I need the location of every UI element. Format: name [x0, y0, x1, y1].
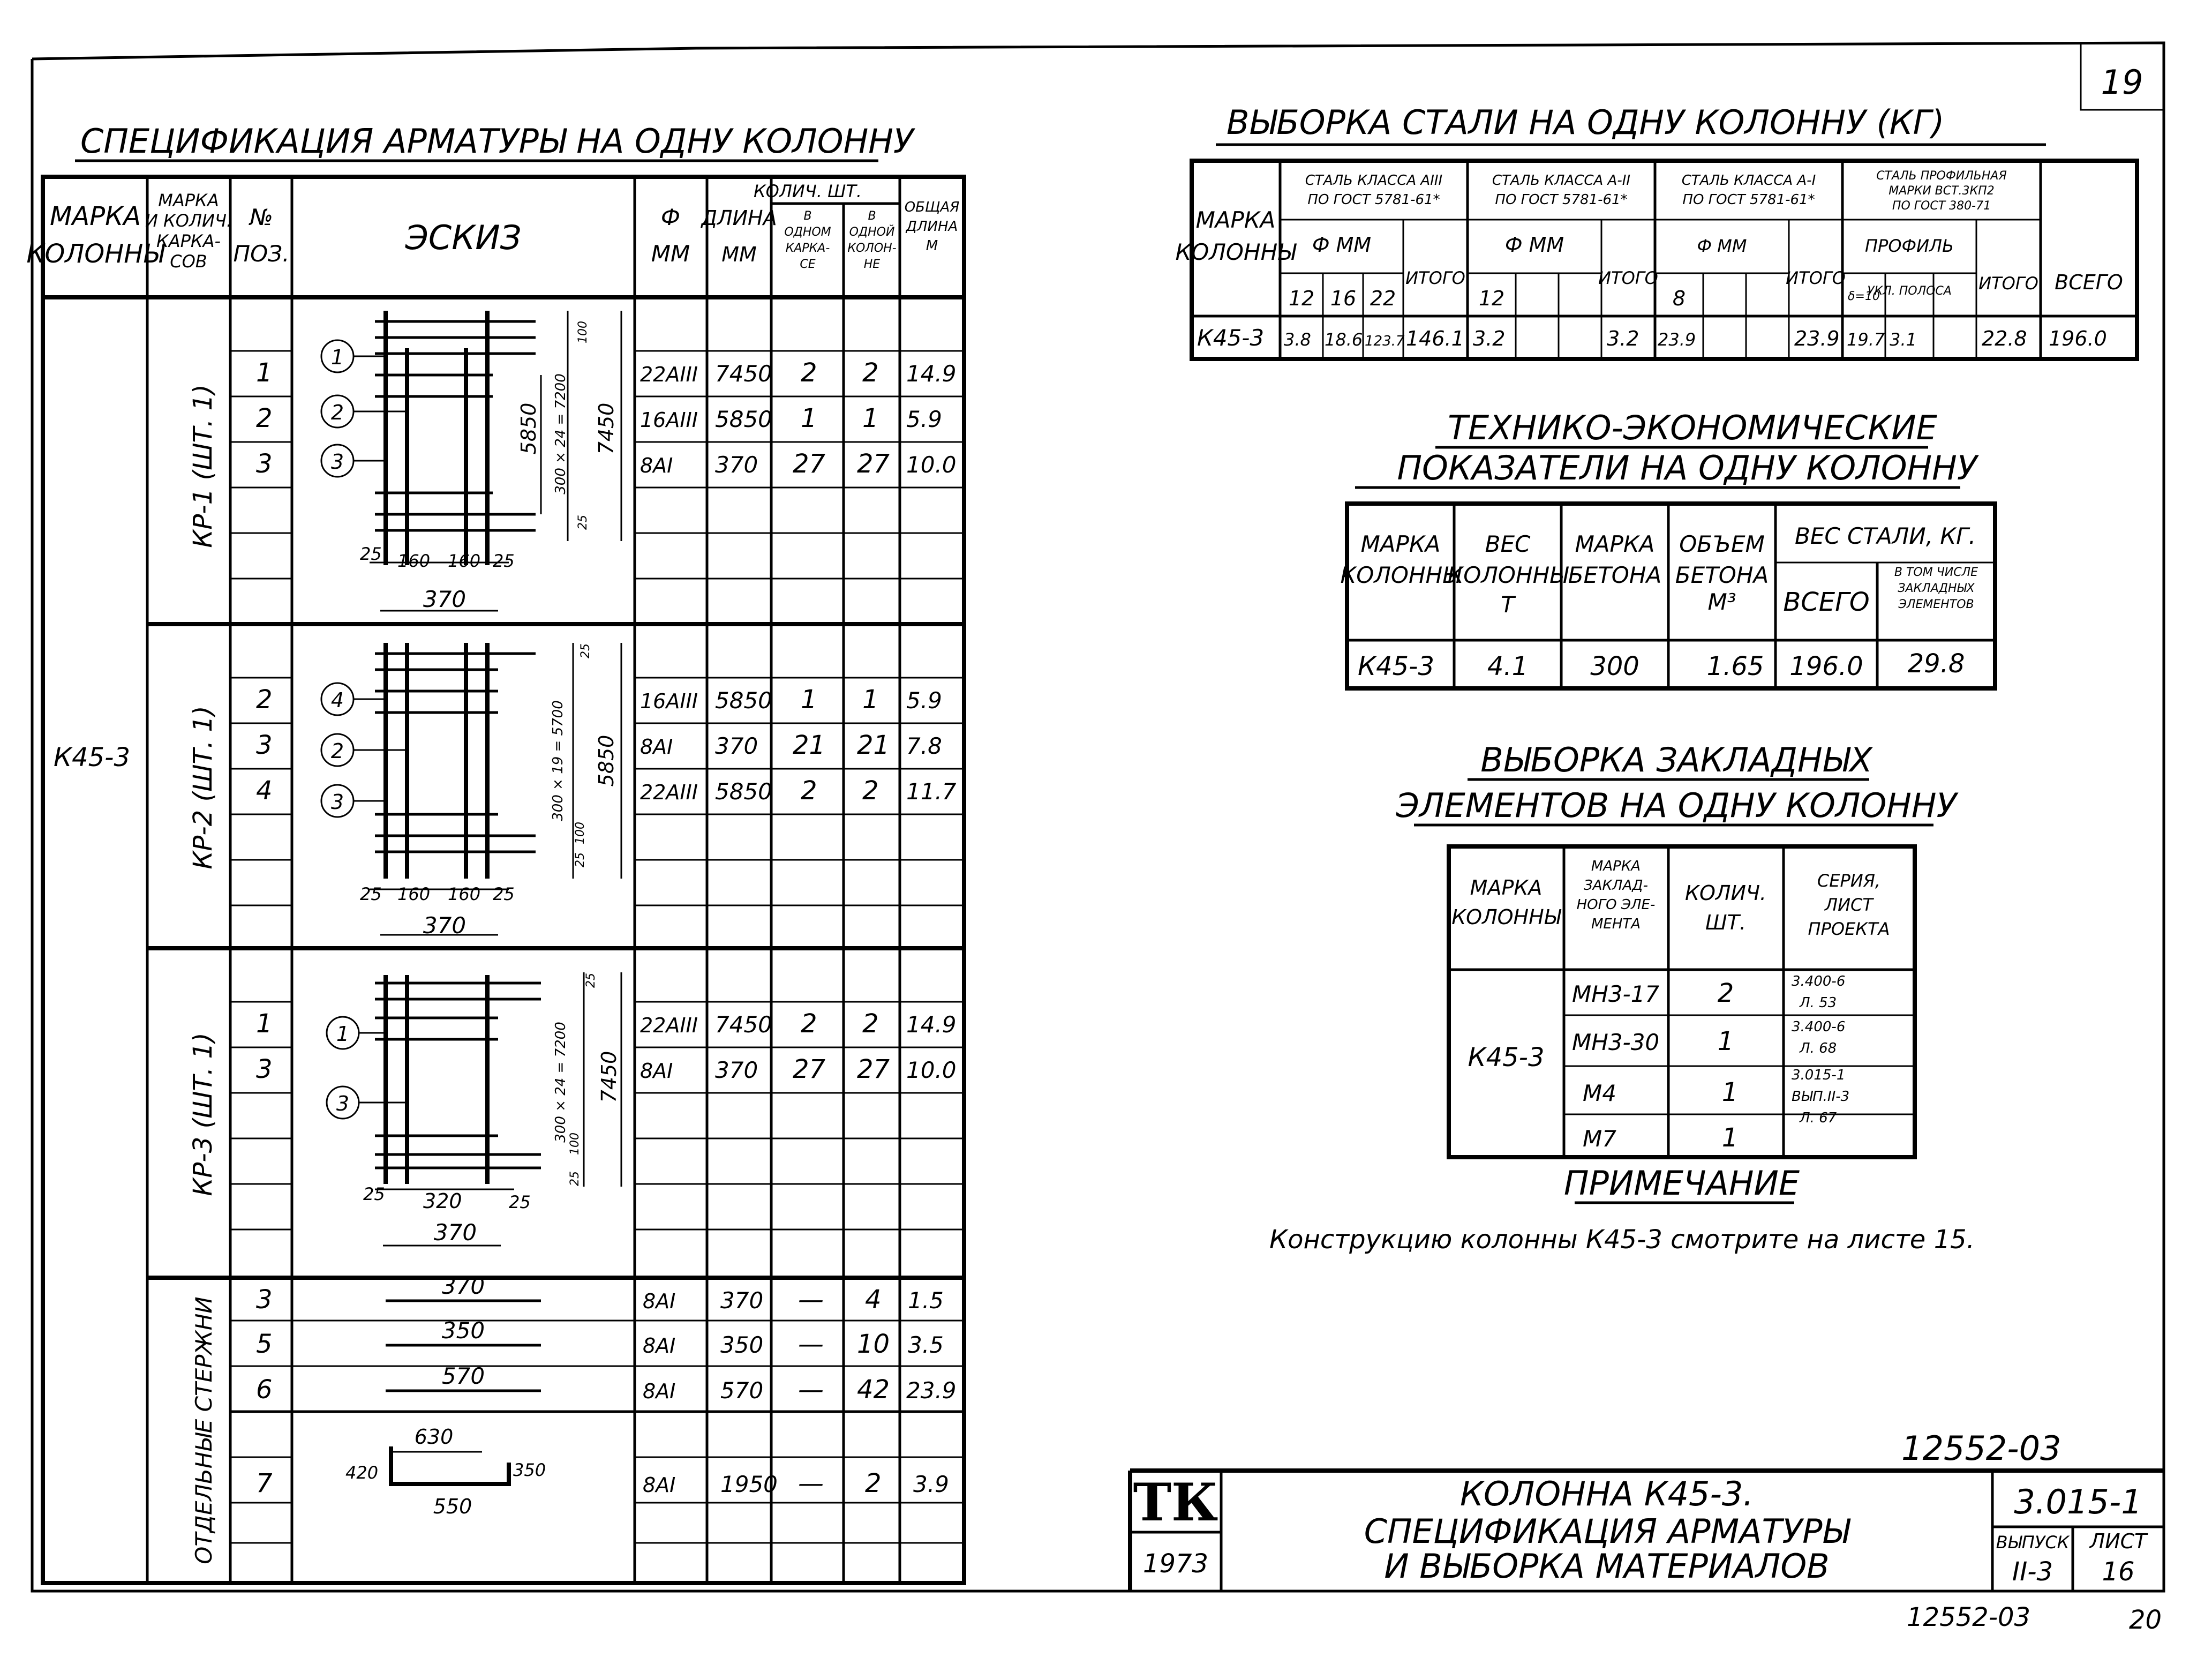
emb-title-2: ЭЛЕМЕНТОВ НА ОДНУ КОЛОННУ	[1396, 786, 1957, 825]
svg-text:5.9: 5.9	[906, 687, 942, 714]
svg-text:21: 21	[857, 730, 890, 760]
svg-text:25: 25	[584, 973, 598, 988]
svg-text:18.6: 18.6	[1325, 329, 1363, 350]
svg-text:300: 300	[1590, 651, 1639, 681]
tt-h-incl: В ТОМ ЧИСЛЕ ЗАКЛАДНЫХ ЭЛЕМЕНТОВ	[1894, 566, 1978, 611]
svg-text:6: 6	[256, 1375, 273, 1405]
et-h-mark: МАРКА КОЛОННЫ	[1451, 876, 1561, 929]
table-row	[256, 358, 957, 388]
table-row	[1358, 649, 1965, 681]
svg-text:25: 25	[493, 551, 515, 571]
svg-text:27: 27	[793, 1054, 826, 1084]
svg-text:23.9: 23.9	[1658, 329, 1696, 350]
svg-text:5850: 5850	[715, 687, 772, 714]
svg-text:160: 160	[397, 551, 431, 571]
svg-text:350: 350	[720, 1332, 764, 1358]
svg-text:2: 2	[801, 358, 817, 388]
svg-text:1: 1	[801, 685, 817, 715]
svg-text:300 × 19 = 5700: 300 × 19 = 5700	[550, 700, 566, 821]
tt-h-concrete: МАРКА БЕТОНА	[1568, 531, 1662, 588]
svg-text:2: 2	[330, 739, 344, 763]
svg-text:ПРОФИЛЬ: ПРОФИЛЬ	[1864, 236, 1954, 256]
h-qty-cage: В ОДНОМ КАРКА-СЕ	[784, 209, 831, 271]
svg-text:14.9: 14.9	[906, 361, 957, 387]
svg-text:370: 370	[720, 1287, 764, 1314]
steel-table-title: ВЫБОРКА СТАЛИ НА ОДНУ КОЛОННУ (КГ)	[1227, 103, 1945, 142]
svg-text:550: 550	[433, 1495, 472, 1518]
svg-text:3.400-6: 3.400-6	[1792, 973, 1846, 989]
tech-econ-table	[1340, 408, 1995, 688]
svg-text:1: 1	[801, 403, 817, 433]
note-block	[1269, 1164, 1975, 1255]
svg-text:320: 320	[423, 1189, 462, 1213]
table-row	[256, 1363, 957, 1405]
h-total-length: ОБЩАЯ ДЛИНА М	[904, 199, 960, 254]
issue-number: II-3	[2012, 1557, 2053, 1587]
tech-title-2: ПОКАЗАТЕЛИ НА ОДНУ КОЛОННУ	[1397, 448, 1977, 488]
svg-text:Ф ММ: Ф ММ	[1504, 233, 1564, 257]
svg-text:25: 25	[576, 515, 590, 530]
svg-text:1: 1	[1721, 1077, 1739, 1107]
svg-text:Л. 68: Л. 68	[1800, 1040, 1837, 1056]
svg-text:350: 350	[513, 1460, 546, 1480]
svg-text:4.1: 4.1	[1487, 651, 1529, 681]
rebar-spec-table	[26, 122, 964, 1583]
svg-text:12: 12	[1478, 287, 1505, 310]
svg-text:М4: М4	[1583, 1080, 1616, 1106]
note-title: ПРИМЕЧАНИЕ	[1563, 1164, 1800, 1203]
svg-text:370: 370	[715, 733, 758, 759]
svg-text:25: 25	[493, 884, 515, 904]
et-h-series: СЕРИЯ, ЛИСТ ПРОЕКТА	[1808, 871, 1890, 939]
drawing-name-3: И ВЫБОРКА МАТЕРИАЛОВ	[1384, 1547, 1830, 1586]
svg-text:8: 8	[1672, 287, 1686, 310]
group-label-kr2: КР-2 (ШТ. 1)	[188, 706, 218, 869]
svg-text:300 × 24 = 7200: 300 × 24 = 7200	[553, 1022, 569, 1143]
sketch-cage-kr1	[321, 311, 621, 612]
emb-column-mark: К45-3	[1468, 1043, 1545, 1073]
h-cage-mark: МАРКА И КОЛИЧ. КАРКА-СОВ	[145, 190, 232, 272]
svg-text:5.9: 5.9	[906, 406, 942, 432]
svg-text:570: 570	[441, 1363, 485, 1389]
svg-text:8AI: 8AI	[643, 1473, 676, 1497]
sheet-number-16: 16	[2102, 1557, 2135, 1587]
svg-text:370: 370	[423, 912, 467, 939]
svg-text:1950: 1950	[720, 1471, 778, 1497]
svg-text:7450: 7450	[715, 1011, 772, 1038]
svg-text:ИТОГО: ИТОГО	[1405, 268, 1465, 288]
svg-text:8AI: 8AI	[640, 454, 673, 477]
et-h-qty: КОЛИЧ. ШТ.	[1684, 881, 1767, 934]
st-h-a3: СТАЛЬ КЛАССА AIII ПО ГОСТ 5781-61*	[1305, 173, 1443, 208]
svg-text:М7: М7	[1583, 1126, 1616, 1152]
svg-text:25: 25	[363, 1184, 385, 1204]
svg-text:7450: 7450	[597, 1051, 621, 1103]
drawing-name-1: КОЛОННА К45-3.	[1459, 1474, 1754, 1513]
svg-text:630: 630	[414, 1425, 454, 1449]
svg-text:160: 160	[397, 884, 431, 904]
svg-text:123.7: 123.7	[1365, 333, 1405, 349]
svg-text:146.1: 146.1	[1406, 327, 1464, 350]
svg-text:3.8: 3.8	[1284, 329, 1311, 350]
sketch-u-bar	[345, 1425, 546, 1518]
svg-text:160: 160	[448, 551, 481, 571]
svg-text:4: 4	[330, 688, 344, 712]
svg-text:12: 12	[1288, 287, 1315, 310]
svg-text:3.400-6: 3.400-6	[1792, 1019, 1846, 1035]
svg-text:11.7: 11.7	[906, 778, 957, 805]
svg-text:2: 2	[862, 358, 879, 388]
svg-text:ВЫП.II-3: ВЫП.II-3	[1792, 1089, 1850, 1105]
svg-text:1: 1	[862, 403, 879, 433]
svg-text:8AI: 8AI	[643, 1334, 676, 1358]
svg-text:23.9: 23.9	[906, 1377, 957, 1404]
h-diameter: Ф ММ	[651, 204, 690, 267]
h-sketch: ЭСКИЗ	[405, 218, 522, 257]
svg-text:К45-3: К45-3	[1358, 651, 1435, 681]
h-qty-column: В ОДНОЙ КОЛОН-НЕ	[847, 209, 897, 271]
svg-text:16AIII: 16AIII	[640, 689, 698, 713]
svg-text:ВСЕГО: ВСЕГО	[2055, 271, 2123, 294]
svg-text:420: 420	[345, 1463, 379, 1483]
svg-text:5850: 5850	[517, 402, 540, 455]
svg-text:5850: 5850	[715, 778, 772, 805]
series-number: 3.015-1	[2014, 1482, 2142, 1521]
sketch-cage-kr2	[321, 643, 621, 939]
svg-text:ИТОГО: ИТОГО	[1598, 268, 1658, 288]
svg-text:2: 2	[801, 776, 817, 806]
svg-text:25: 25	[579, 643, 592, 658]
svg-text:570: 570	[720, 1377, 764, 1404]
svg-text:1.65: 1.65	[1706, 651, 1764, 681]
h-qty: КОЛИЧ. ШТ.	[753, 181, 862, 201]
svg-text:1.5: 1.5	[908, 1287, 944, 1314]
svg-text:22: 22	[1370, 287, 1396, 310]
note-text: Конструкцию колонны К45-3 смотрите на листе 15.	[1269, 1225, 1975, 1255]
svg-text:3: 3	[256, 1285, 273, 1315]
svg-text:2: 2	[256, 403, 273, 433]
svg-text:3.5: 3.5	[908, 1332, 944, 1358]
svg-text:2: 2	[862, 1009, 879, 1039]
svg-text:8AI: 8AI	[640, 1059, 673, 1083]
st-h-mark: МАРКА КОЛОННЫ	[1175, 207, 1296, 265]
svg-text:3: 3	[256, 730, 273, 760]
svg-text:3.2: 3.2	[1473, 327, 1506, 350]
svg-text:1: 1	[1717, 1026, 1734, 1056]
group-label-kr1: КР-1 (ШТ. 1)	[188, 384, 218, 548]
svg-text:8AI: 8AI	[643, 1379, 676, 1403]
svg-text:25: 25	[568, 1171, 582, 1186]
svg-text:27: 27	[857, 449, 890, 479]
svg-text:25: 25	[574, 852, 587, 867]
svg-text:2: 2	[862, 776, 879, 806]
svg-text:3: 3	[256, 1054, 273, 1084]
svg-text:3: 3	[330, 450, 344, 474]
steel-selection-table	[1175, 103, 2137, 359]
st-h-a1: СТАЛЬ КЛАССА A-I ПО ГОСТ 5781-61*	[1681, 173, 1816, 208]
h-pos: № ПОЗ.	[233, 204, 290, 267]
svg-text:1: 1	[862, 685, 879, 715]
tk-logo: ТК	[1133, 1472, 1218, 1533]
svg-text:ЛИСТ: ЛИСТ	[2089, 1529, 2147, 1553]
sketch-cage-kr3	[327, 972, 621, 1246]
svg-text:4: 4	[256, 776, 273, 806]
svg-text:16AIII: 16AIII	[640, 408, 698, 432]
archive-number-bottom: 12552-03	[1907, 1602, 2031, 1632]
svg-text:2: 2	[330, 401, 344, 424]
rebar-spec-title: СПЕЦИФИКАЦИЯ АРМАТУРЫ НА ОДНУ КОЛОННУ	[80, 122, 914, 161]
svg-text:3: 3	[330, 790, 344, 814]
svg-text:2: 2	[801, 1009, 817, 1039]
tt-h-weight: ВЕС КОЛОННЫ Т	[1447, 531, 1568, 618]
svg-text:8AI: 8AI	[640, 735, 673, 759]
table-row	[1583, 1067, 1849, 1107]
svg-text:3: 3	[256, 449, 273, 479]
svg-text:5850: 5850	[595, 734, 618, 787]
svg-text:1: 1	[256, 358, 273, 388]
svg-text:160: 160	[448, 884, 481, 904]
h-length: ДЛИНА ММ	[701, 206, 777, 266]
svg-text:δ=10: δ=10	[1848, 290, 1880, 303]
svg-text:16: 16	[1330, 287, 1357, 310]
tt-h-mark: МАРКА КОЛОННЫ	[1340, 531, 1461, 588]
svg-text:7.8: 7.8	[906, 733, 942, 759]
svg-text:Л. 67: Л. 67	[1800, 1110, 1837, 1126]
svg-text:1: 1	[330, 346, 344, 369]
svg-text:29.8: 29.8	[1907, 649, 1965, 679]
svg-text:1: 1	[1721, 1123, 1739, 1153]
table-row	[1583, 1110, 1837, 1153]
group-label-separate-bars: ОТДЕЛЬНЫЕ СТЕРЖНИ	[191, 1296, 217, 1564]
svg-text:МН3-17: МН3-17	[1572, 981, 1660, 1007]
svg-text:196.0: 196.0	[2049, 327, 2107, 350]
emb-title-1: ВЫБОРКА ЗАКЛАДНЫХ	[1480, 740, 1872, 779]
st-h-a2: СТАЛЬ КЛАССА A-II ПО ГОСТ 5781-61*	[1492, 173, 1631, 208]
svg-text:3.015-1: 3.015-1	[1792, 1067, 1846, 1083]
svg-text:3.1: 3.1	[1890, 329, 1917, 350]
svg-text:2: 2	[1717, 978, 1734, 1008]
svg-text:19.7: 19.7	[1847, 329, 1885, 350]
svg-text:370: 370	[715, 1057, 758, 1083]
year: 1973	[1142, 1549, 1209, 1579]
svg-text:23.9: 23.9	[1794, 327, 1840, 350]
svg-text:14.9: 14.9	[906, 1011, 957, 1038]
svg-text:—: —	[798, 1375, 824, 1405]
svg-text:21: 21	[793, 730, 826, 760]
st-h-profile-steel: СТАЛЬ ПРОФИЛЬНАЯ МАРКИ ВСТ.3КП2 ПО ГОСТ 380-71	[1876, 169, 2007, 213]
svg-text:Л. 53: Л. 53	[1800, 995, 1837, 1011]
svg-text:ИТОГО: ИТОГО	[1978, 273, 2038, 294]
tech-title-1: ТЕХНИКО-ЭКОНОМИЧЕСКИЕ	[1448, 408, 1937, 447]
svg-text:—: —	[798, 1468, 824, 1498]
table-row	[1197, 325, 2107, 351]
svg-text:25: 25	[509, 1192, 531, 1212]
tt-h-volume: ОБЪЕМ БЕТОНА М³	[1675, 531, 1769, 615]
svg-text:5: 5	[256, 1329, 273, 1359]
archive-number-top: 12552-03	[1901, 1429, 2061, 1468]
svg-text:Ф ММ: Ф ММ	[1697, 236, 1747, 256]
svg-text:27: 27	[857, 1054, 890, 1084]
svg-text:ВЫПУСК: ВЫПУСК	[1996, 1532, 2070, 1553]
svg-text:370: 370	[423, 586, 467, 612]
table-row	[1572, 973, 1845, 1011]
svg-text:196.0: 196.0	[1789, 651, 1863, 681]
svg-text:Ф ММ: Ф ММ	[1312, 233, 1372, 257]
svg-text:25: 25	[360, 884, 382, 904]
tt-h-steel: ВЕС СТАЛИ, КГ.	[1794, 523, 1976, 549]
svg-text:ВСЕГО: ВСЕГО	[1783, 587, 1870, 617]
table-row	[1572, 1019, 1845, 1056]
table-row	[256, 1317, 944, 1359]
svg-text:350: 350	[441, 1317, 485, 1344]
drawing-name-2: СПЕЦИФИКАЦИЯ АРМАТУРЫ	[1364, 1512, 1850, 1551]
svg-text:3: 3	[336, 1092, 350, 1115]
svg-text:25: 25	[360, 544, 382, 564]
svg-text:27: 27	[793, 449, 826, 479]
embedded-elements-table	[1396, 740, 1959, 1157]
svg-text:7450: 7450	[715, 361, 772, 387]
svg-text:300 × 24 = 7200: 300 × 24 = 7200	[553, 373, 569, 494]
svg-text:7450: 7450	[595, 402, 618, 455]
svg-text:370: 370	[715, 452, 758, 478]
svg-text:10.0: 10.0	[906, 452, 957, 478]
svg-text:5850: 5850	[715, 406, 772, 432]
svg-text:—: —	[798, 1285, 824, 1315]
svg-text:42: 42	[857, 1375, 890, 1405]
column-mark-k45-3: К45-3	[54, 743, 131, 773]
svg-text:7: 7	[256, 1468, 273, 1498]
svg-text:4: 4	[865, 1285, 882, 1315]
svg-text:22AIII: 22AIII	[640, 781, 698, 804]
svg-text:22AIII: 22AIII	[640, 1014, 698, 1037]
svg-text:10.0: 10.0	[906, 1057, 957, 1083]
h-column-mark: МАРКА КОЛОННЫ	[26, 201, 164, 269]
svg-text:1: 1	[336, 1022, 350, 1046]
svg-text:10: 10	[857, 1329, 890, 1359]
svg-text:3.9: 3.9	[913, 1471, 949, 1497]
table-row	[256, 1009, 957, 1039]
svg-text:8AI: 8AI	[643, 1289, 676, 1313]
svg-text:100: 100	[576, 321, 590, 343]
svg-text:2: 2	[256, 685, 273, 715]
svg-text:К45-3: К45-3	[1197, 325, 1265, 351]
svg-text:22AIII: 22AIII	[640, 363, 698, 386]
page-number: 20	[2129, 1605, 2162, 1635]
svg-text:22.8: 22.8	[1982, 327, 2027, 350]
svg-text:УКЛ. ПОЛОСА: УКЛ. ПОЛОСА	[1867, 284, 1952, 298]
svg-text:—: —	[798, 1329, 824, 1359]
svg-text:1: 1	[256, 1009, 273, 1039]
svg-text:МН3-30: МН3-30	[1572, 1029, 1660, 1055]
svg-text:100: 100	[574, 822, 587, 844]
et-h-emb: МАРКА ЗАКЛАД-НОГО ЭЛЕ-МЕНТА	[1576, 858, 1656, 932]
svg-text:100: 100	[568, 1133, 582, 1155]
title-block	[1130, 1429, 2164, 1591]
svg-text:ИТОГО: ИТОГО	[1786, 268, 1846, 288]
svg-text:370: 370	[441, 1273, 485, 1299]
sheet-number: 19	[2101, 63, 2143, 102]
svg-text:370: 370	[433, 1219, 477, 1246]
svg-text:2: 2	[865, 1468, 882, 1498]
svg-text:3.2: 3.2	[1607, 327, 1639, 350]
group-label-kr3: КР-3 (ШТ. 1)	[188, 1032, 218, 1196]
